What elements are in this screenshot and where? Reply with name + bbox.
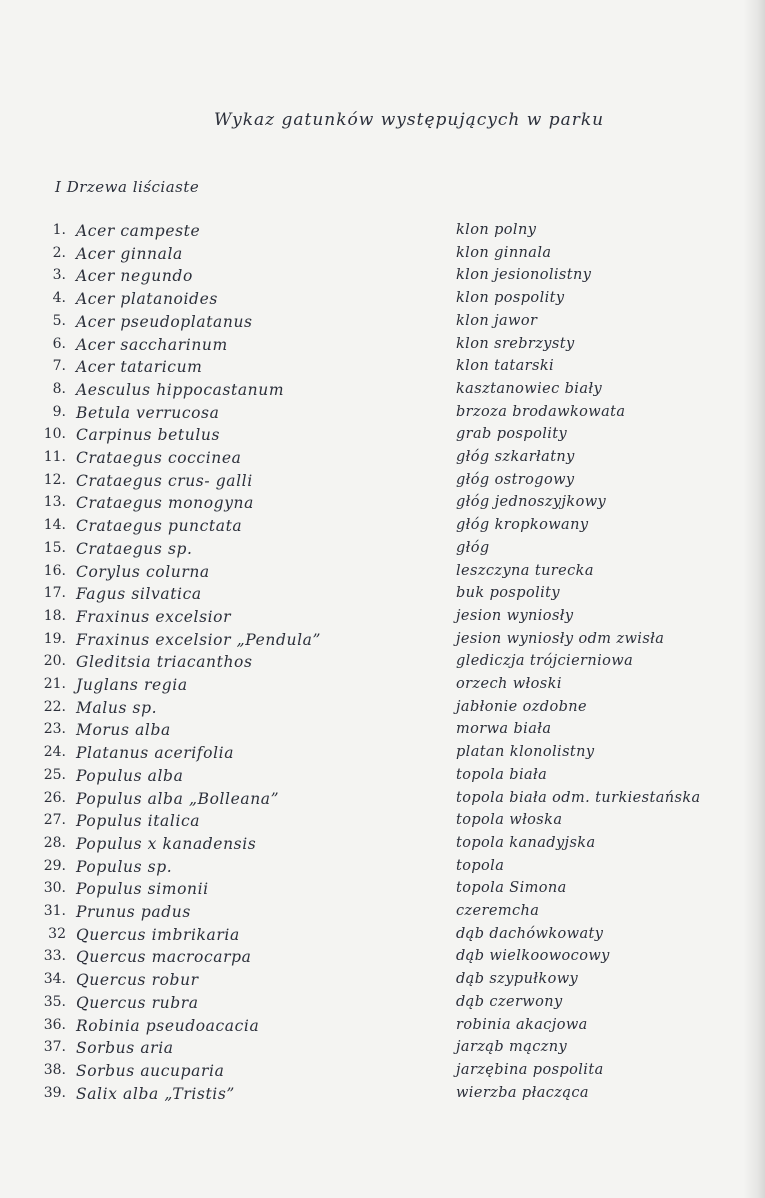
polish-name: klon tatarski [456, 358, 555, 375]
latin-name: Crataegus sp. [76, 539, 193, 558]
species-row [0, 404, 765, 426]
polish-name: głóg jednoszyjkowy [456, 494, 607, 511]
entry-number: 8. [52, 380, 66, 397]
species-row [0, 926, 765, 948]
polish-name: topola biała odm. turkiestańska [456, 789, 701, 806]
entry-number: 1. [52, 222, 66, 238]
latin-name: Populus simonii [76, 880, 209, 899]
species-row [0, 971, 765, 993]
latin-name: Sorbus aucuparia [76, 1061, 225, 1080]
species-row [0, 721, 765, 743]
species-row [0, 699, 765, 721]
species-row [0, 358, 765, 380]
entry-number: 21. [43, 676, 66, 692]
latin-name: Acer pseudoplatanus [76, 312, 253, 331]
polish-name: klon polny [456, 222, 537, 238]
species-row [0, 313, 765, 335]
latin-name: Acer saccharinum [76, 335, 228, 354]
polish-name: jarząb mączny [456, 1039, 568, 1056]
entry-number: 37. [43, 1039, 66, 1056]
entry-number: 13. [43, 494, 66, 511]
latin-name: Fraxinus excelsior [76, 607, 232, 626]
species-row [0, 517, 765, 539]
species-row [0, 1062, 765, 1084]
entry-number: 7. [52, 358, 66, 375]
polish-name: dąb szypułkowy [456, 971, 579, 988]
polish-name: głóg kropkowany [456, 517, 589, 534]
species-row [0, 1017, 765, 1039]
polish-name: głóg szkarłatny [456, 449, 575, 465]
latin-name: Populus italica [76, 812, 201, 831]
polish-name: klon jawor [456, 312, 538, 329]
entry-number: 2. [52, 244, 66, 261]
entry-number: 25. [43, 766, 66, 783]
polish-name: topola kanadyjska [456, 834, 596, 851]
polish-name: jabłonie ozdobne [456, 698, 588, 715]
entry-number: 17. [43, 585, 66, 602]
entry-number: 27. [43, 812, 66, 829]
polish-name: jesion wyniosły [456, 607, 574, 624]
latin-name: Corylus colurna [76, 562, 210, 581]
species-row [0, 1039, 765, 1061]
species-row [0, 585, 765, 607]
species-row [0, 994, 765, 1016]
polish-name: jarzębina pospolita [456, 1061, 604, 1078]
latin-name: Aesculus hippocastanum [76, 380, 285, 399]
polish-name: klon ginnala [456, 244, 552, 261]
polish-name: topola włoska [456, 812, 563, 829]
polish-name: dąb dachówkowaty [456, 925, 604, 942]
species-row [0, 790, 765, 812]
polish-name: robinia akacjowa [456, 1016, 588, 1033]
polish-name: grab pospolity [456, 426, 568, 443]
species-row [0, 631, 765, 653]
polish-name: topola Simona [456, 880, 567, 897]
species-row [0, 608, 765, 630]
latin-name: Acer tataricum [76, 358, 203, 377]
polish-name: głóg ostrogowy [456, 471, 575, 488]
species-row [0, 880, 765, 902]
entry-number: 24. [43, 744, 66, 761]
species-row [0, 744, 765, 766]
polish-name: klon pospolity [456, 290, 565, 307]
entry-number: 23. [43, 721, 66, 738]
entry-number: 31. [43, 903, 66, 919]
entry-number: 38. [43, 1061, 66, 1078]
latin-name: Quercus robur [76, 971, 199, 990]
species-row [0, 948, 765, 970]
latin-name: Populus sp. [76, 857, 173, 876]
polish-name: platan klonolistny [456, 744, 595, 761]
latin-name: Salix alba „Tristis” [76, 1084, 235, 1103]
entry-number: 20. [43, 653, 66, 670]
species-row [0, 858, 765, 880]
latin-name: Juglans regia [76, 676, 188, 694]
latin-name: Acer negundo [76, 267, 193, 286]
latin-name: Gleditsia triacanthos [76, 653, 253, 672]
entry-number: 16. [43, 562, 66, 579]
species-row [0, 245, 765, 267]
polish-name: glediczja trójcierniowa [456, 653, 634, 670]
latin-name: Fraxinus excelsior „Pendula” [76, 630, 322, 649]
latin-name: Crataegus punctata [76, 517, 243, 536]
latin-name: Malus sp. [76, 698, 158, 717]
entry-number: 28. [43, 834, 66, 851]
polish-name: brzoza brodawkowata [456, 403, 626, 420]
entry-number: 36. [43, 1016, 66, 1033]
species-row [0, 767, 765, 789]
entry-number: 29. [43, 857, 66, 874]
entry-number: 32 [48, 925, 66, 942]
latin-name: Quercus imbrikaria [76, 925, 240, 944]
entry-number: 5. [52, 312, 66, 329]
entry-number: 4. [52, 290, 66, 307]
entry-number: 30. [43, 880, 66, 897]
species-row [0, 472, 765, 494]
latin-name: Betula verrucosa [76, 403, 220, 422]
latin-name: Populus alba [76, 766, 184, 785]
species-row [0, 426, 765, 448]
entry-number: 3. [52, 267, 66, 284]
species-row [0, 267, 765, 289]
latin-name: Robinia pseudoacacia [76, 1016, 260, 1035]
polish-name: topola biała [456, 766, 548, 783]
entry-number: 14. [43, 517, 66, 534]
latin-name: Quercus macrocarpa [76, 948, 252, 967]
polish-name: klon jesionolistny [456, 267, 592, 284]
entry-number: 33. [43, 948, 66, 965]
species-row [0, 1085, 765, 1107]
latin-name: Populus alba „Bolleana” [76, 789, 280, 808]
species-row [0, 540, 765, 562]
polish-name: wierzba płacząca [456, 1084, 589, 1101]
species-row [0, 676, 765, 698]
latin-name: Platanus acerifolia [76, 744, 235, 763]
latin-name: Acer ginnala [76, 244, 183, 263]
species-row [0, 835, 765, 857]
polish-name: topola [456, 857, 505, 874]
entry-number: 15. [43, 539, 66, 556]
latin-name: Populus x kanadensis [76, 834, 257, 853]
species-row [0, 222, 765, 244]
entry-number: 35. [43, 993, 66, 1010]
species-row [0, 812, 765, 834]
species-row [0, 336, 765, 358]
polish-name: głóg [456, 539, 490, 556]
entry-number: 19. [43, 630, 66, 647]
section-heading: I Drzewa liściaste [55, 178, 200, 196]
latin-name: Crataegus monogyna [76, 494, 254, 513]
latin-name: Quercus rubra [76, 993, 199, 1012]
polish-name: buk pospolity [456, 585, 560, 602]
entry-number: 34. [43, 971, 66, 988]
entry-number: 11. [43, 449, 66, 465]
species-row [0, 381, 765, 403]
polish-name: jesion wyniosły odm zwisła [456, 630, 665, 647]
entry-number: 22. [43, 698, 66, 715]
species-row [0, 903, 765, 925]
polish-name: kasztanowiec biały [456, 380, 603, 397]
latin-name: Sorbus aria [76, 1039, 174, 1058]
species-row [0, 563, 765, 585]
entry-number: 18. [43, 607, 66, 624]
species-row [0, 653, 765, 675]
polish-name: klon srebrzysty [456, 335, 575, 352]
species-row [0, 494, 765, 516]
entry-number: 39. [43, 1084, 66, 1101]
polish-name: orzech włoski [456, 676, 562, 692]
polish-name: czeremcha [456, 903, 540, 919]
polish-name: morwa biała [456, 721, 552, 738]
latin-name: Fagus silvatica [76, 585, 202, 604]
species-row [0, 290, 765, 312]
species-row [0, 449, 765, 471]
latin-name: Carpinus betulus [76, 426, 221, 445]
polish-name: dąb wielkoowocowy [456, 948, 610, 965]
polish-name: dąb czerwony [456, 993, 563, 1010]
latin-name: Morus alba [76, 721, 171, 740]
entry-number: 26. [43, 789, 66, 806]
polish-name: leszczyna turecka [456, 562, 594, 579]
latin-name: Acer campeste [76, 222, 201, 240]
latin-name: Crataegus coccinea [76, 449, 242, 467]
entry-number: 9. [52, 403, 66, 420]
entry-number: 10. [43, 426, 66, 443]
entry-number: 12. [43, 471, 66, 488]
latin-name: Crataegus crus- galli [76, 471, 253, 490]
latin-name: Prunus padus [76, 903, 191, 921]
latin-name: Acer platanoides [76, 290, 218, 309]
document-title: Wykaz gatunków występujących w parku [214, 110, 605, 130]
entry-number: 6. [52, 335, 66, 352]
